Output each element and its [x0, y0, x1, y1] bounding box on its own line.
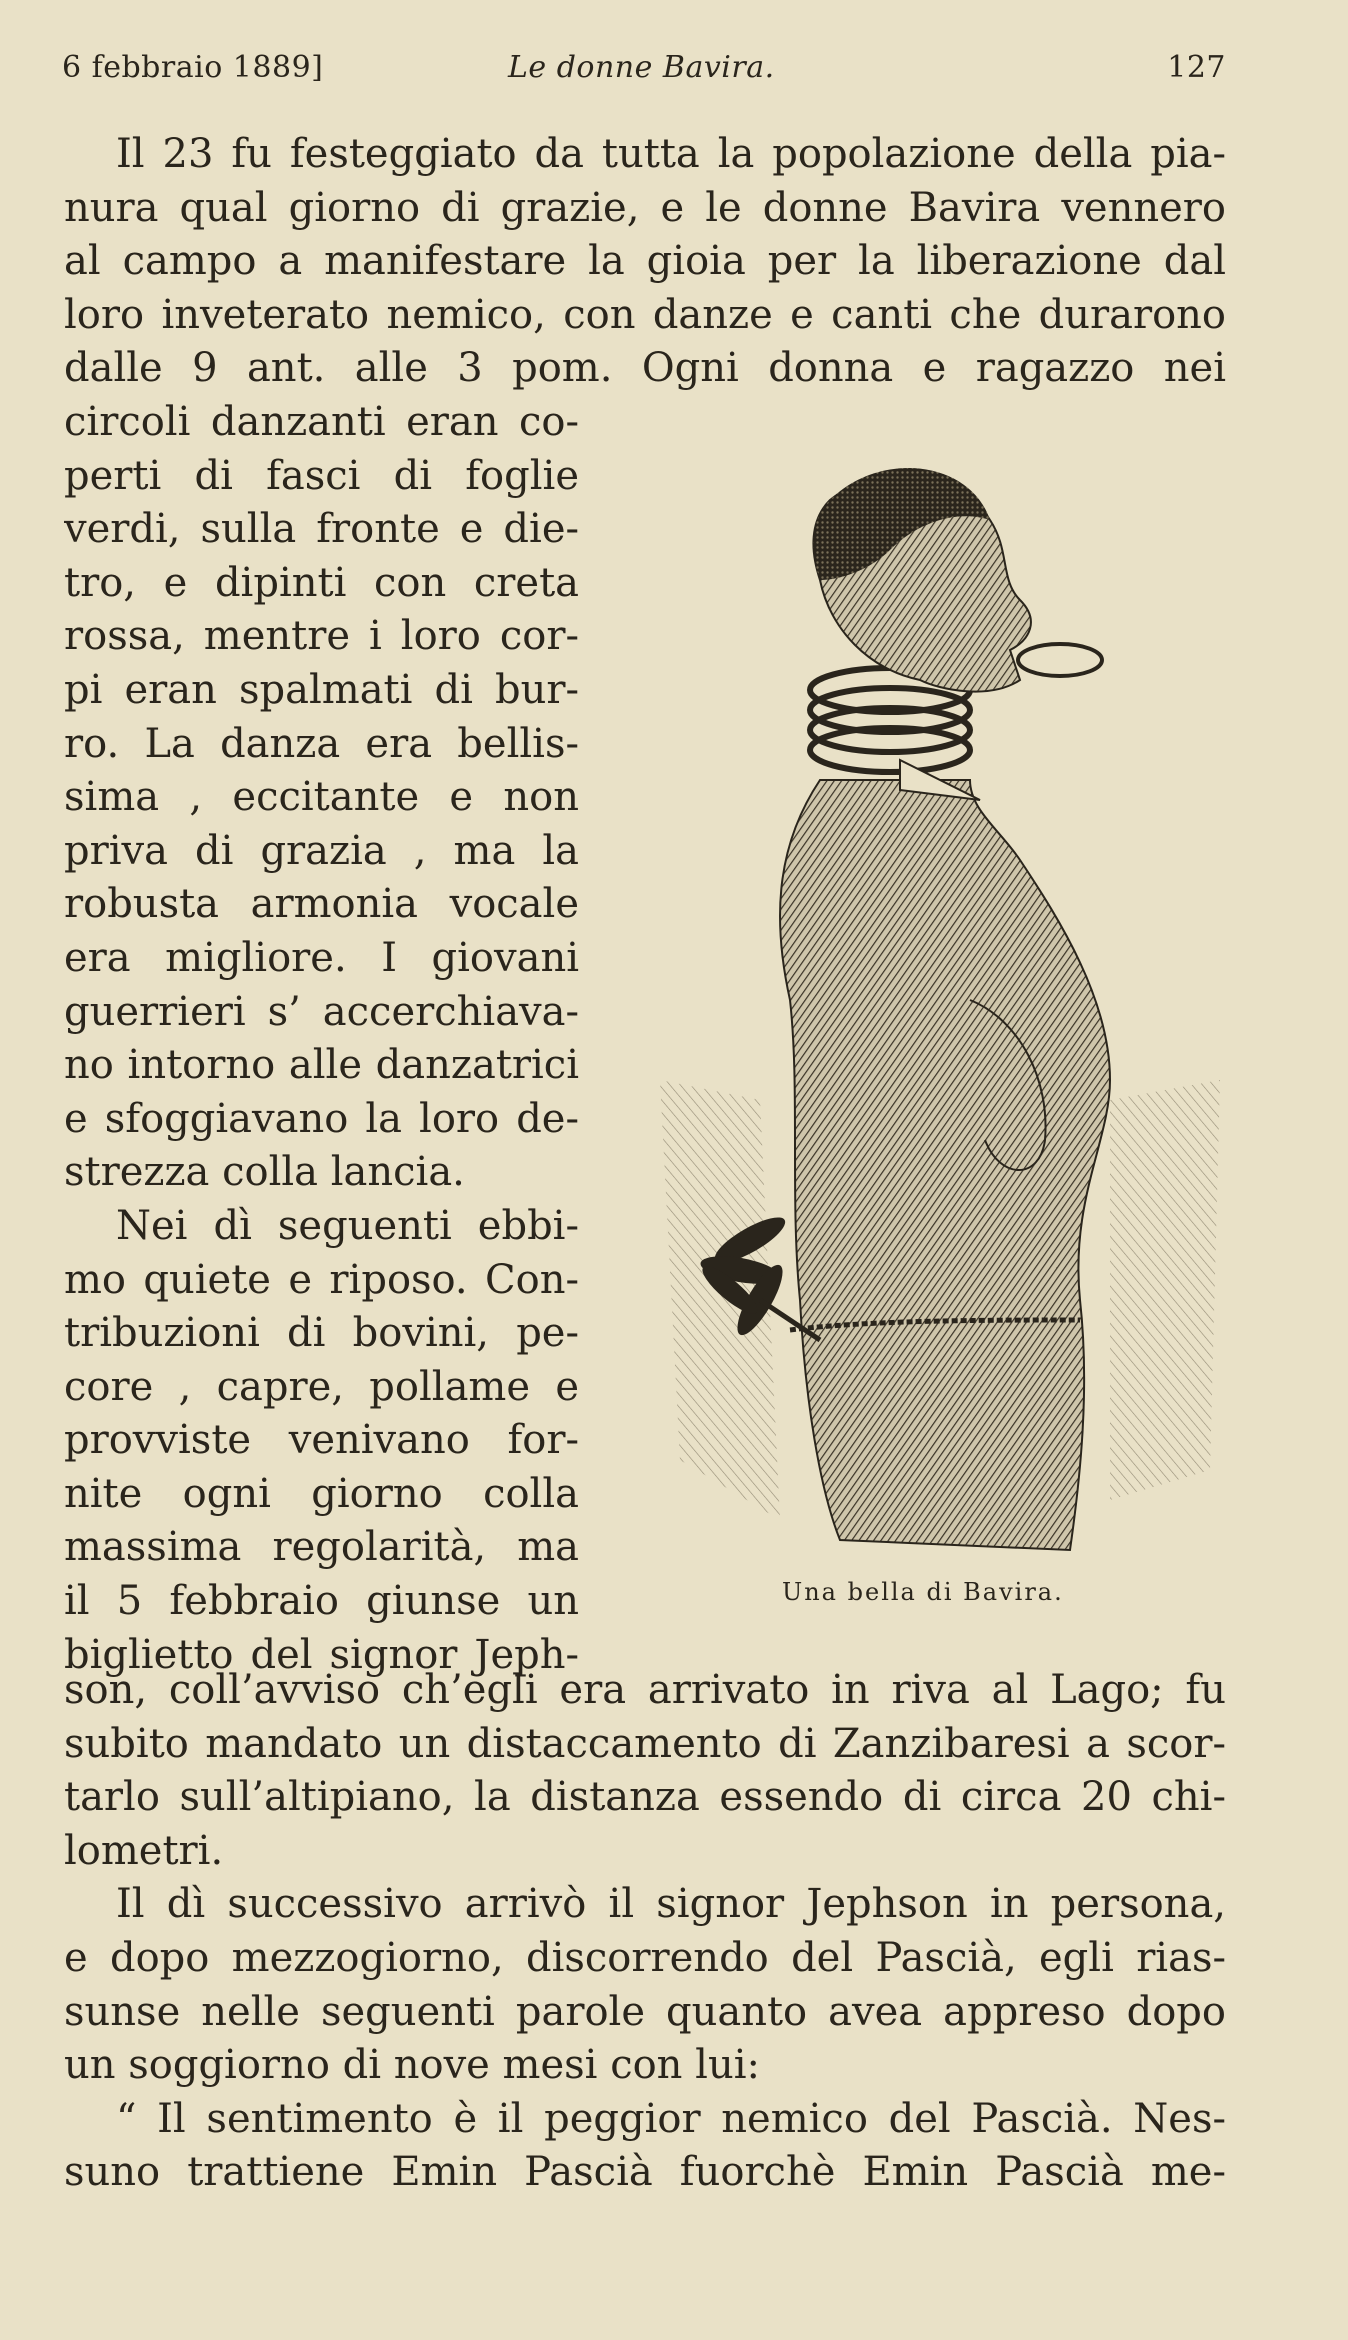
text-line: un soggiorno di nove mesi con lui:	[64, 2042, 760, 2089]
text-line: robusta armonia vocale	[64, 881, 579, 928]
text-line: circoli danzanti eran co-	[64, 399, 579, 445]
text-line: sima , eccitante e non	[64, 774, 579, 821]
text-line: mo quiete e riposo. Con-	[64, 1256, 579, 1303]
text-line: guerrieri s’ accerchiava-	[64, 988, 579, 1035]
figure-caption: Una bella di Bavira.	[782, 1578, 1064, 1606]
header-date: 6 febbraio 1889]	[62, 50, 324, 85]
text-line: priva di grazia , ma la	[64, 827, 579, 874]
text-block-beside-figure	[64, 396, 579, 1682]
text-line: e sfoggiavano la loro de-	[64, 1095, 579, 1142]
text-line: suno trattiene Emin Pascià fuorchè Emin Pascià me-	[64, 2149, 1226, 2196]
page-number: 127	[1167, 50, 1226, 85]
text-line: no intorno alle danzatrici	[64, 1042, 579, 1089]
header-running-title: Le donne Bavira.	[508, 50, 775, 85]
running-header	[62, 50, 1226, 100]
text-block-top	[64, 128, 1226, 396]
text-line: biglietto del signor Jeph-	[64, 1631, 579, 1678]
text-line: Il 23 fu festeggiato da tutta la popolazione della pia-	[116, 131, 1226, 177]
text-line: son, coll’avviso ch’egli era arrivato in riva al Lago; fu	[64, 1667, 1226, 1713]
text-line: lometri.	[64, 1827, 224, 1874]
text-line: loro inveterato nemico, con danze e canti che durarono	[64, 291, 1226, 338]
lip-plate	[1018, 644, 1102, 676]
text-line: massima regolarità, ma	[64, 1524, 579, 1571]
text-line: Il dì successivo arrivò il signor Jephson in persona,	[116, 1881, 1226, 1928]
text-line: nura qual giorno di grazie, e le donne Bavira vennero	[64, 184, 1226, 231]
text-line: il 5 febbraio giunse un	[64, 1578, 579, 1625]
text-block-bottom	[64, 1664, 1226, 2200]
text-line: “ Il sentimento è il peggior nemico del Pascià. Nes-	[116, 2095, 1226, 2142]
text-line: subito mandato un distaccamento di Zanzibaresi a scor-	[64, 1720, 1226, 1767]
text-line: provviste venivano for-	[64, 1417, 579, 1464]
text-line: pi eran spalmati di bur-	[64, 666, 579, 713]
text-line: tro, e dipinti con creta	[64, 559, 579, 606]
text-line: era migliore. I giovani	[64, 934, 579, 981]
text-line: al campo a manifestare la gioia per la liberazione dal	[64, 238, 1226, 285]
text-line: core , capre, pollame e	[64, 1363, 579, 1410]
text-line: sunse nelle seguenti parole quanto avea appreso dopo	[64, 1988, 1226, 2035]
text-line: dalle 9 ant. alle 3 pom. Ogni donna e ragazzo nei	[64, 345, 1226, 392]
text-line: Nei dì seguenti ebbi-	[116, 1202, 579, 1249]
text-line: ro. La danza era bellis-	[64, 720, 579, 767]
text-line: tarlo sull’altipiano, la distanza essendo di circa 20 chi-	[64, 1774, 1226, 1821]
text-line: verdi, sulla fronte e die-	[64, 506, 579, 553]
text-line: tribuzioni di bovini, pe-	[64, 1310, 579, 1357]
text-line: nite ogni giorno colla	[64, 1470, 579, 1517]
text-line: strezza colla lancia.	[64, 1149, 465, 1196]
text-line: e dopo mezzogiorno, discorrendo del Pascià, egli rias-	[64, 1934, 1226, 1981]
engraving-illustration	[640, 440, 1240, 1580]
text-line: perti di fasci di foglie	[64, 452, 579, 499]
text-line: rossa, mentre i loro cor-	[64, 613, 579, 660]
woman-portrait-engraving	[640, 440, 1240, 1580]
